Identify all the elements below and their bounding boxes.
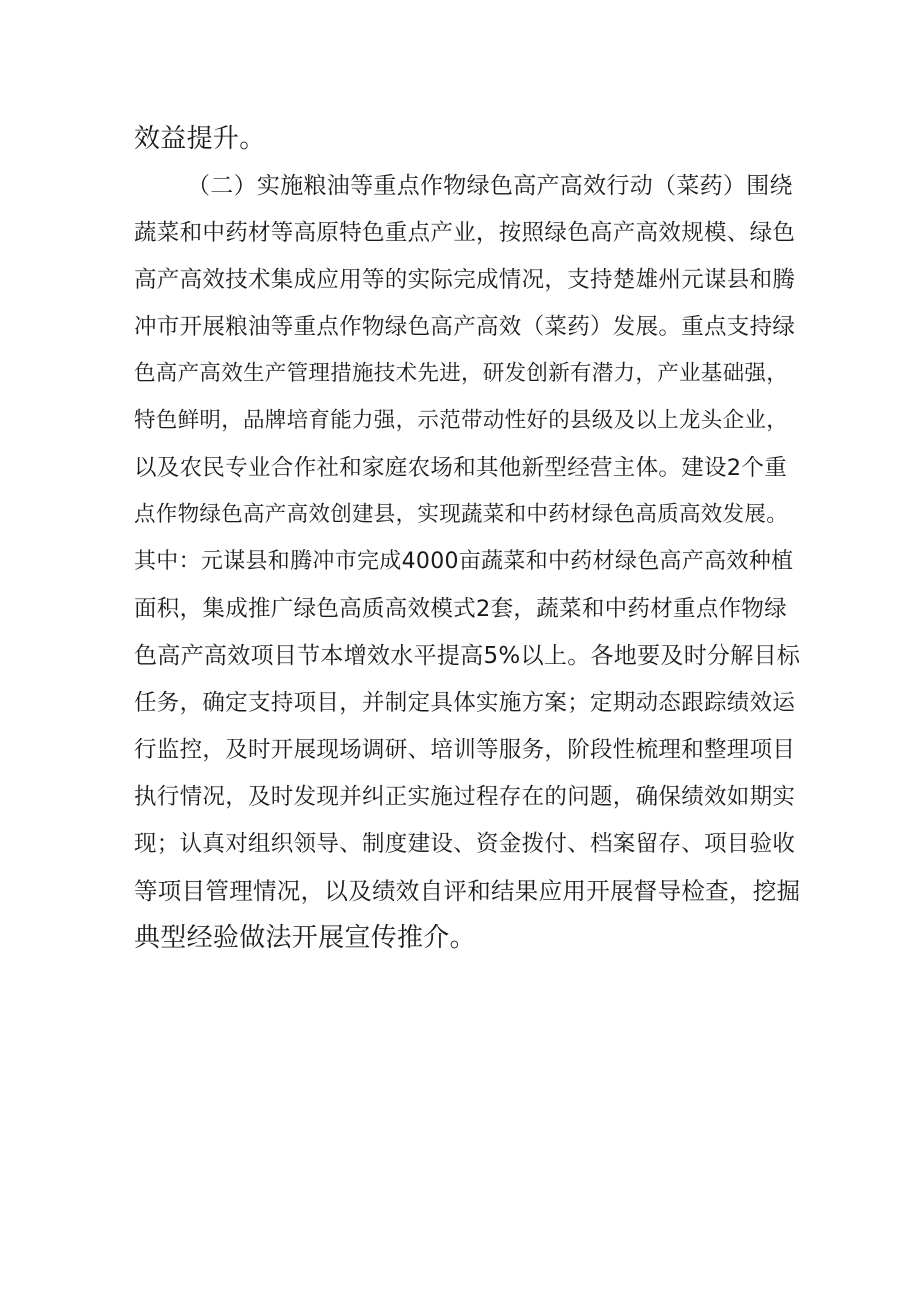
paragraph-line: 色高产高效生产管理措施技术先进，研发创新有潜力，产业基础强， xyxy=(134,361,789,386)
paragraph-line: 行监控，及时开展现场调研、培训等服务，阶段性梳理和整理项目 xyxy=(134,737,796,763)
paragraph-line: 等项目管理情况，以及绩效自评和结果应用开展督导检查，挖掘 xyxy=(134,877,801,905)
paragraph-line: 蔬菜和中药材等高原特色重点产业，按照绿色高产高效规模、绿色 xyxy=(134,220,796,246)
paragraph-line: 现；认真对组织领导、制度建设、资金拨付、档案留存、项目验收 xyxy=(134,831,796,857)
paragraph-line: 典型经验做法开展宣传推介。 xyxy=(134,923,476,953)
paragraph-line: 效益提升。 xyxy=(134,124,266,154)
paragraph-line: 点作物绿色高产高效创建县，实现蔬菜和中药材绿色高质高效发展。 xyxy=(134,502,789,527)
paragraph-line: 面积，集成推广绿色高质高效模式2套，蔬菜和中药材重点作物绿 xyxy=(134,596,788,622)
paragraph-line: 冲市开展粮油等重点作物绿色高产高效（菜药）发展。重点支持绿 xyxy=(134,314,796,340)
paragraph-line: （二）实施粮油等重点作物绿色高产高效行动（菜药）围绕 xyxy=(187,173,793,199)
paragraph-line: 执行情况，及时发现并纠正实施过程存在的问题，确保绩效如期实 xyxy=(134,784,796,810)
paragraph-line: 色高产高效项目节本增效水平提高5%以上。各地要及时分解目标 xyxy=(134,643,801,669)
paragraph-line: 特色鲜明，品牌培育能力强，示范带动性好的县级及以上龙头企业， xyxy=(134,408,789,433)
paragraph-line: 以及农民专业合作社和家庭农场和其他新型经营主体。建设2个重 xyxy=(134,455,788,481)
paragraph-line: 其中：元谋县和腾冲市完成4000亩蔬菜和中药材绿色高产高效种植 xyxy=(134,549,794,574)
paragraph-line: 高产高效技术集成应用等的实际完成情况，支持楚雄州元谋县和腾 xyxy=(134,267,796,293)
paragraph-line: 任务，确定支持项目，并制定具体实施方案；定期动态跟踪绩效运 xyxy=(134,690,796,716)
